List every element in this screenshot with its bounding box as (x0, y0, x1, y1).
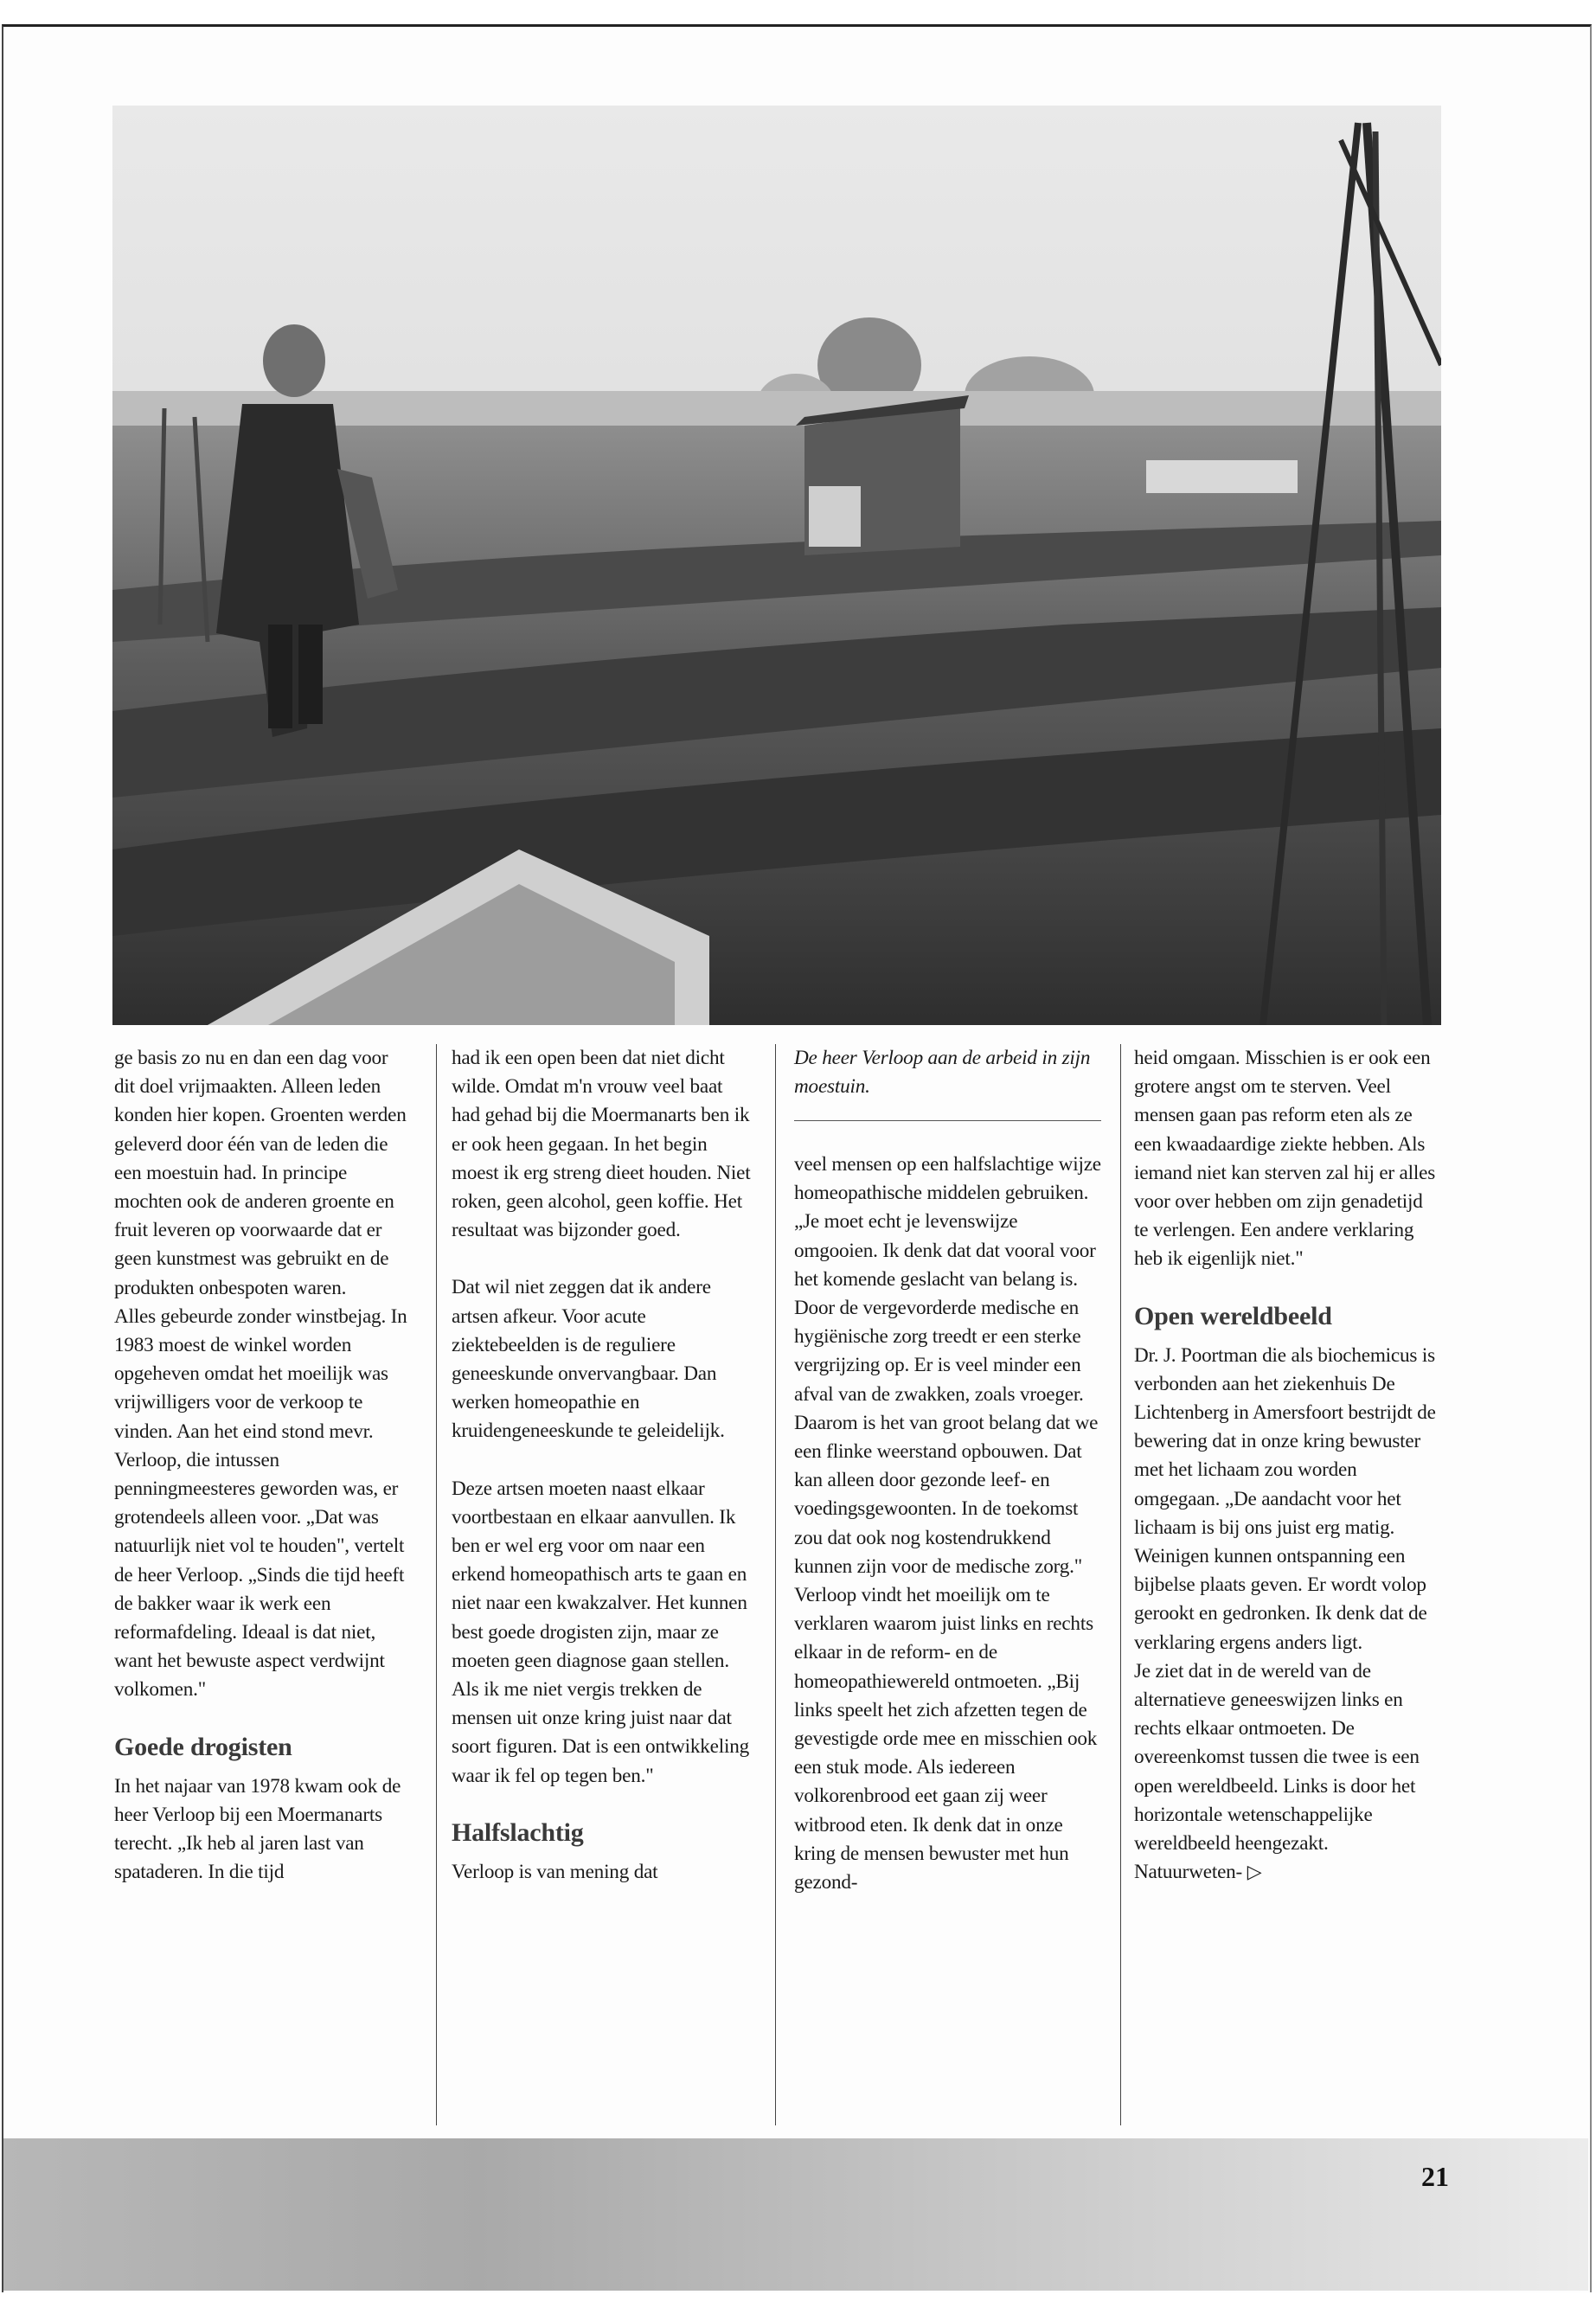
article-paragraph: Dr. J. Poortman die als biochemicus is verbonden aan het ziekenhuis De Lichtenberg in Amersfoort bestrijdt de bewering dat in onze kring bewuster met het lichaam zou worden omgegaan. „De aandacht voor het lichaam is bij ons juist erg matig. Weinigen kunnen ontspanning een bijbelse plaats geven. Er wordt volop gerookt en gedronken. Ik denk dat de verklaring ergens anders ligt. (1134, 1343, 1436, 1654)
caption-divider (794, 1120, 1101, 1121)
article-paragraph: Alles gebeurde zonder winstbejag. In 1983 moest de winkel worden opgeheven omdat het moeilijk was vrijwilligers voor de verkoop te vinden. Aan het eind stond mevr. Verloop, die intussen penningmeesteres geworden was, er grotendeels alleen voor. „Dat was natuurlijk niet vol te houden", vertelt de heer Verloop. „Sinds die tijd heeft de bakker waar ik werk een reformafdeling. Ideaal is dat niet, want het bewuste aspect verdwijnt volkomen." (114, 1304, 407, 1702)
page-number: 21 (1421, 2161, 1449, 2192)
article-paragraph: Verloop is van mening dat (452, 1860, 658, 1883)
subheading-open-wereldbeeld: Open wereldbeeld (1134, 1301, 1332, 1330)
article-paragraph: ge basis zo nu en dan een dag voor dit doel vrijmaakten. Alleen leden konden hier kopen. Groenten werden geleverd door één van de leden die een moestuin had. In principe mochten ook de anderen groente en fruit leveren op voorwaarde dat er geen kunstmest was gebruikt en de produkten onbespoten waren. (114, 1047, 407, 1299)
bottom-gradient-band (3, 2138, 1588, 2291)
article-column-4 (1134, 1044, 1441, 1887)
column-divider (436, 1044, 437, 2125)
article-column-3 (794, 1044, 1101, 1897)
article-column-1 (114, 1044, 413, 1887)
column-divider (1120, 1044, 1121, 2125)
article-paragraph: Dat wil niet zeggen dat ik andere artsen afkeur. Voor acute ziektebeelden is de reguliere geneeskunde onvervangbaar. Dan werken homeopathie en kruidengeneeskunde te geleidelijk. (452, 1276, 725, 1443)
continue-arrow-icon: ▷ (1247, 1862, 1262, 1884)
article-paragraph-text: Je ziet dat in de wereld van de alternatieve geneeswijzen links en rechts elkaar ontmoeten. De overeenkomst tussen die twee is een open wereldbeeld. Links is door het horizontale wetenschappelijke wereldbeeld heengezakt. Natuurweten- (1134, 1659, 1420, 1884)
photo-caption: De heer Verloop aan de arbeid in zijn moestuin. (794, 1047, 1091, 1098)
article-paragraph: Verloop vindt het moeilijk om te verklaren waarom juist links en rechts elkaar in de reform- en de homeopathiewereld ontmoeten. „Bij links speelt het zich afzetten tegen de gevestigde orde mee en misschien ook een stuk mode. Als iedereen volkorenbrood eet gaan zij weer witbrood eten. Ik denk dat in onze kring de mensen bewuster met hun gezond- (794, 1584, 1098, 1894)
garden-photo-illustration (112, 106, 1441, 1025)
article-paragraph: had ik een open been dat niet dicht wilde. Omdat m'n vrouw veel baat had gehad bij die Moermanarts ben ik er ook heen gegaan. In het begin moest ik erg streng dieet houden. Niet roken, geen alcohol, geen koffie. Het resultaat was bijzonder goed. (452, 1047, 751, 1242)
article-paragraph: heid omgaan. Misschien is er ook een grotere angst om te sterven. Veel mensen gaan pas reform eten als ze een kwaadaardige ziekte hebben. Als iemand niet kan sterven zal hij er alles voor over hebben om zijn genadetijd te verlengen. Een andere verklaring heb ik eigenlijk niet." (1134, 1047, 1436, 1271)
garden-photo (112, 106, 1441, 1025)
article-paragraph: veel mensen op een halfslachtige wijze homeopathische middelen gebruiken. „Je moet echt je levenswijze omgooien. Ik denk dat dat vooral voor het komende geslacht van belang is. Door de vergevorderde medische en hygiënische zorg treedt er een sterke vergrijzing op. Er is veel minder een afval van de zwakken, zoals vroeger. Daarom is het van groot belang dat we een flinke weerstand opbouwen. Dat kan alleen door gezonde leef- en voedingsgewoonten. In de toekomst zou dat ook nog kostendrukkend kunnen zijn voor de medische zorg." (794, 1153, 1101, 1578)
article-paragraph (1134, 1657, 1441, 1888)
article-column-2 (452, 1044, 754, 1887)
column-divider (775, 1044, 776, 2125)
article-paragraph: In het najaar van 1978 kwam ook de heer Verloop bij een Moermanarts terecht. „Ik heb al jaren last van spataderen. In die tijd (114, 1774, 401, 1884)
subheading-halfslachtig: Halfslachtig (452, 1817, 584, 1847)
article-paragraph: Deze artsen moeten naast elkaar voortbestaan en elkaar aanvullen. Ik ben er wel erg voor om naar een erkend homeopathisch arts te gaan en niet naar een kwakzalver. Het kunnen best goede drogisten zijn, maar ze moeten geen diagnose gaan stellen. Als ik me niet vergis trekken de mensen uit onze kring juist naar dat soort figuren. Dat is een ontwikkeling waar ik fel op tegen ben." (452, 1477, 750, 1787)
subheading-goede-drogisten: Goede drogisten (114, 1732, 292, 1761)
